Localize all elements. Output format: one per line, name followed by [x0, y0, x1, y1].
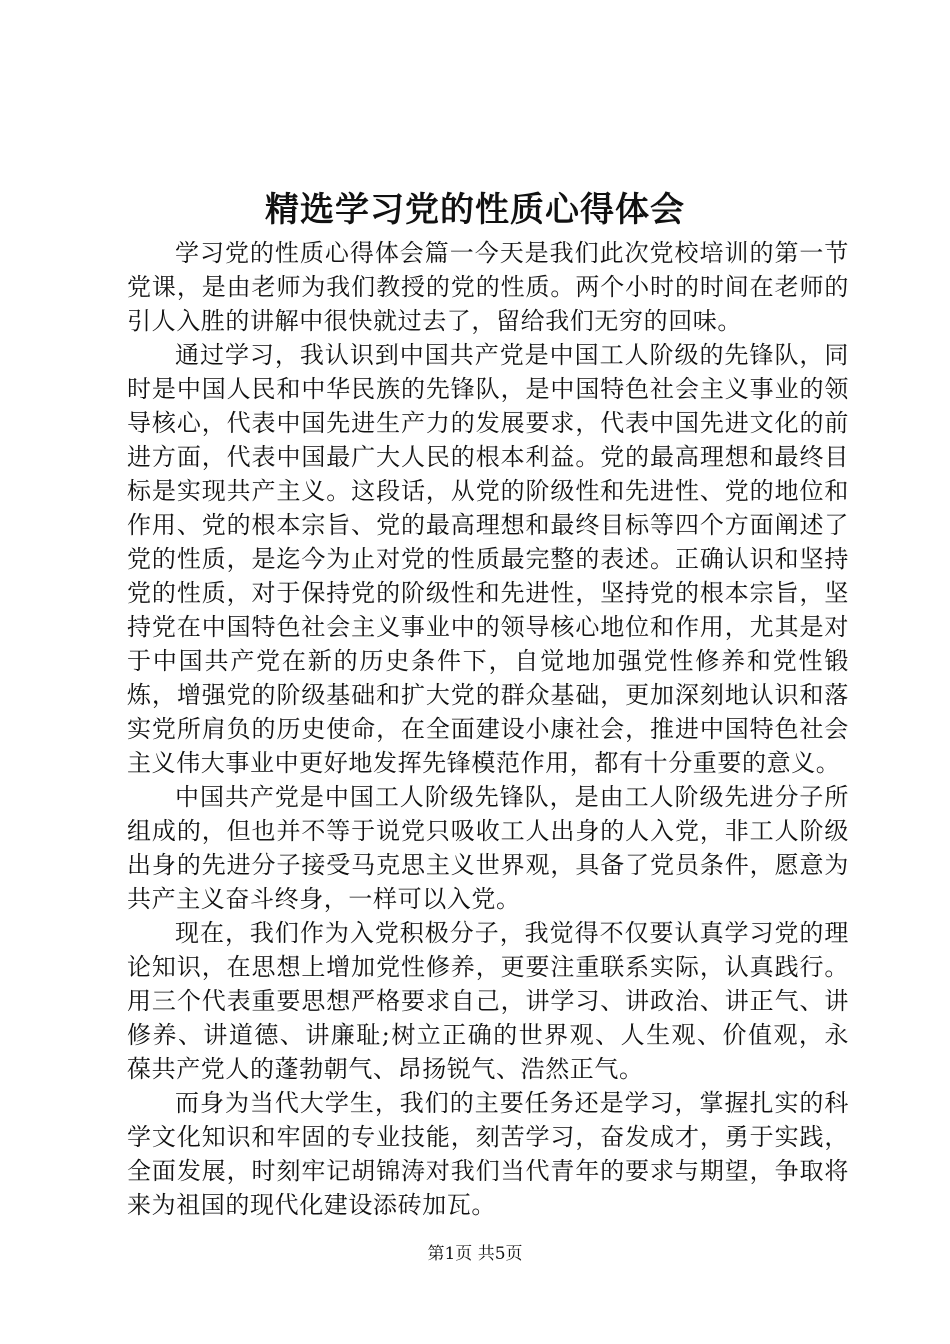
paragraph-3: 中国共产党是中国工人阶级先锋队，是由工人阶级先进分子所组成的，但也并不等于说党只吸收工人出身的人入党，非工人阶级出身的先进分子接受马克思主义世界观，具备了党员条件，愿意为共产主义奋斗终身，一样可以入党。 — [127, 783, 849, 913]
paragraph-1: 学习党的性质心得体会篇一今天是我们此次党校培训的第一节党课，是由老师为我们教授的党的性质。两个小时的时间在老师的引人入胜的讲解中很快就过去了，留给我们无穷的回味。 — [127, 239, 849, 335]
paragraph-4: 现在，我们作为入党积极分子，我觉得不仅要认真学习党的理论知识，在思想上增加党性修养，更要注重联系实际，认真践行。用三个代表重要思想严格要求自己，讲学习、讲政治、讲正气、讲修养、讲道德、讲廉耻;树立正确的世界观、人生观、价值观，永葆共产党人的蓬勃朝气、昂扬锐气、浩然正气。 — [127, 919, 849, 1083]
paragraph-5: 而身为当代大学生，我们的主要任务还是学习，掌握扎实的科学文化知识和牢固的专业技能，刻苦学习，奋发成才，勇于实践，全面发展，时刻牢记胡锦涛对我们当代青年的要求与期望，争取将来为祖国的现代化建设添砖加瓦。 — [127, 1089, 849, 1219]
paragraph-2: 通过学习，我认识到中国共产党是中国工人阶级的先锋队，同时是中国人民和中华民族的先锋队，是中国特色社会主义事业的领导核心，代表中国先进生产力的发展要求，代表中国先进文化的前进方面，代表中国最广大人民的根本利益。党的最高理想和最终目标是实现共产主义。这段话，从党的阶级性和先进性、党的地位和作用、党的根本宗旨、党的最高理想和最终目标等四个方面阐述了党的性质，是迄今为止对党的性质最完整的表述。正确认识和坚持党的性质，对于保持党的阶级性和先进性，坚持党的根本宗旨，坚持党在中国特色社会主义事业中的领导核心地位和作用，尤其是对于中国共产党在新的历史条件下，自觉地加强党性修养和党性锻炼，增强党的阶级基础和扩大党的群众基础，更加深刻地认识和落实党所肩负的历史使命，在全面建设小康社会，推进中国特色社会主义伟大事业中更好地发挥先锋模范作用，都有十分重要的意义。 — [127, 341, 849, 777]
page-number-footer: 第1页 共5页 — [427, 1244, 523, 1264]
document-body — [127, 236, 849, 1222]
document-title: 精选学习党的性质心得体会 — [265, 190, 685, 230]
